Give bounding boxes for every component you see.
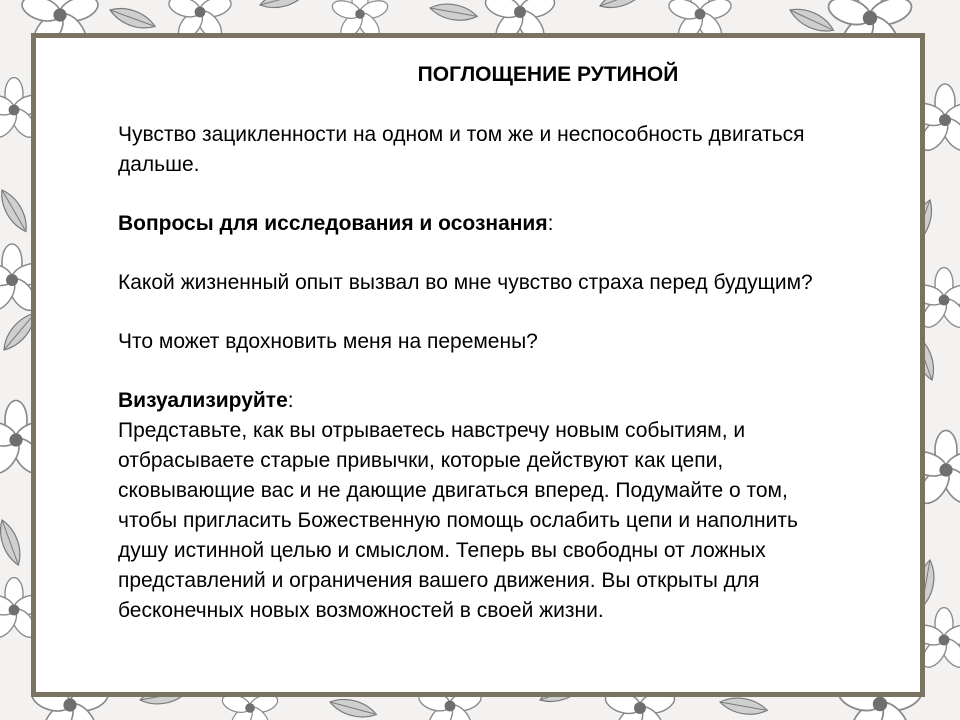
spacer: [118, 239, 848, 268]
intro-text: Чувство зацикленности на одном и том же и неспособность двигаться дальше.: [118, 123, 805, 176]
spacer: [118, 357, 848, 386]
visualize-text: Представьте, как вы отрываетесь навстречу новым событиям, и отбрасываете старые привычки, которые действуют как цепи, сковывающие вас и не дающие двигаться вперед. Подумайте о том, чтобы пригласить Божественную помощь ослабить цепи и наполнить душу истинной целью и смыслом. Теперь вы свободны от ложных представлений и ограничения вашего движения. Вы открыты для бесконечных новых возможностей в своей жизни.: [118, 419, 798, 622]
question-2: Что может вдохновить меня на перемены?: [118, 330, 538, 353]
questions-heading-label: Вопросы для исследования и осознания: [118, 212, 548, 235]
slide-content: [118, 60, 848, 626]
questions-heading-colon: :: [547, 212, 554, 235]
question-1: Какой жизненный опыт вызвал во мне чувство страха перед будущим?: [118, 271, 813, 294]
visualize-heading-label: Визуализируйте: [118, 389, 288, 412]
slide-title: ПОГЛОЩЕНИЕ РУТИНОЙ: [417, 63, 679, 86]
questions-heading: [118, 209, 848, 239]
visualize-heading: [118, 386, 848, 416]
spacer: [118, 180, 848, 209]
visualize-heading-colon: :: [287, 389, 294, 412]
spacer: [118, 298, 848, 327]
